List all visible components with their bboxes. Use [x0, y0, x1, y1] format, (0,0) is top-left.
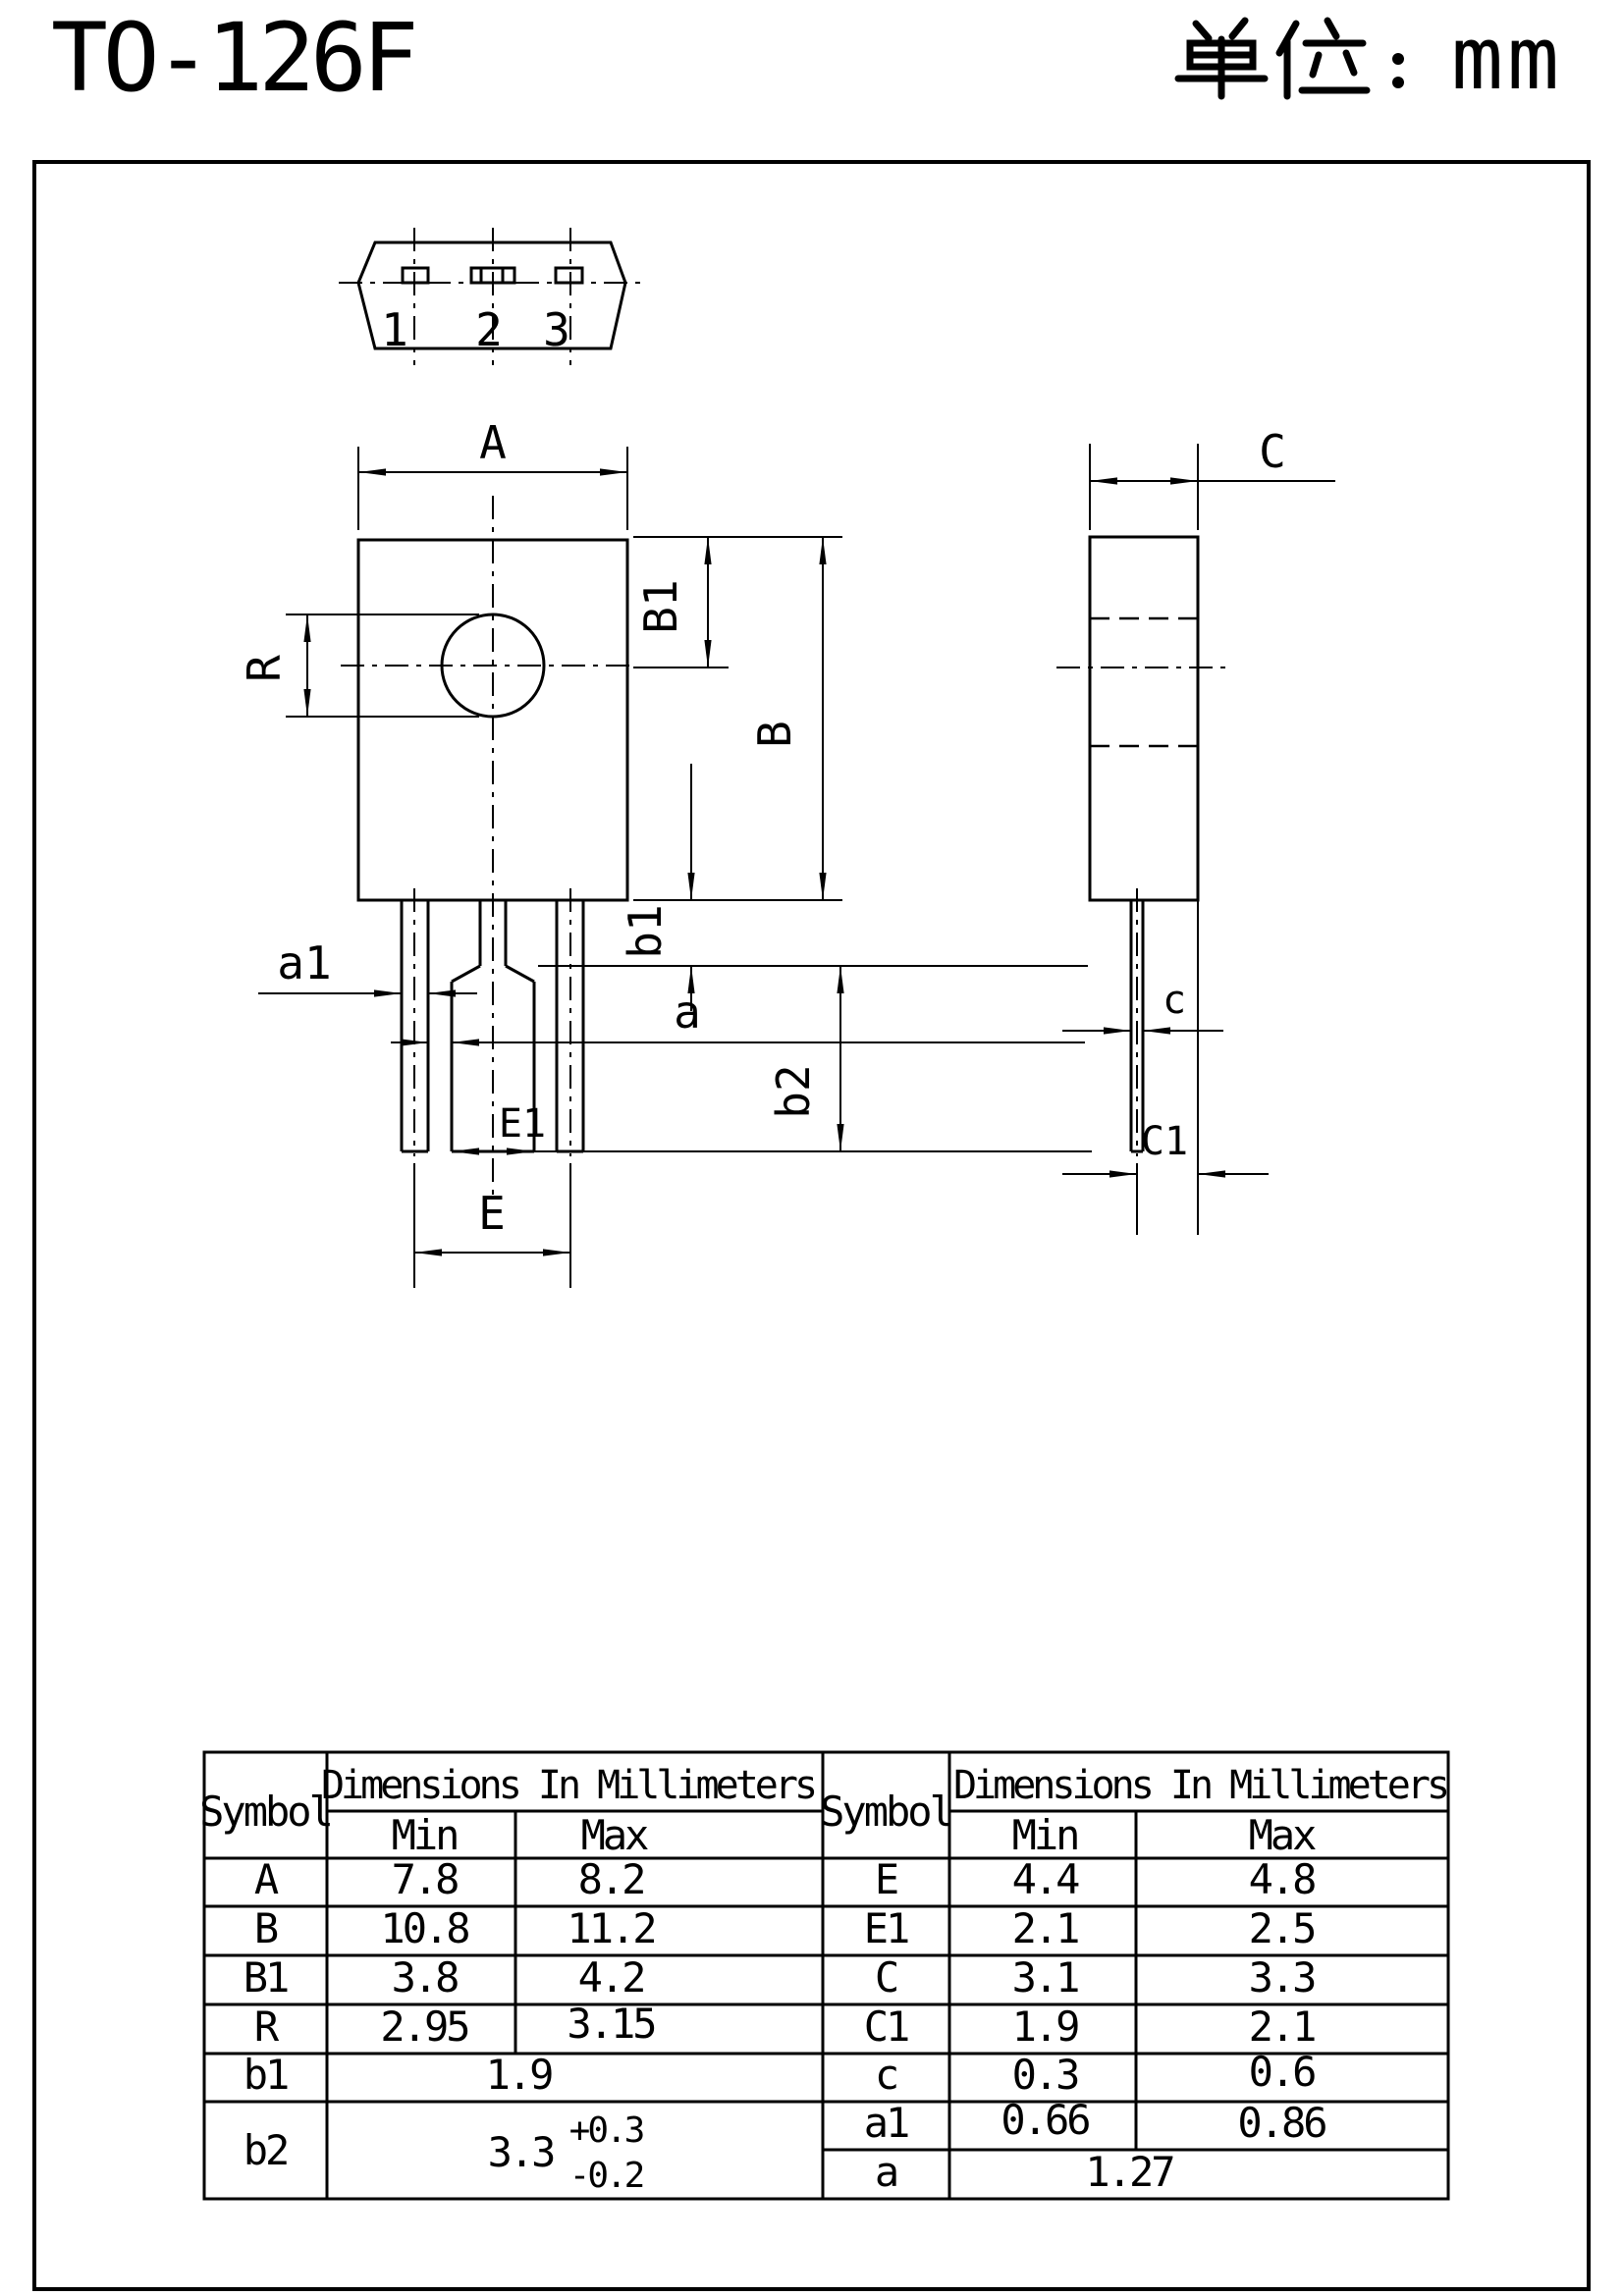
sym-C: C: [874, 1953, 897, 2002]
table-header-dims-right: Dimensions In Millimeters: [952, 1763, 1447, 1808]
sym-a: a: [874, 2148, 897, 2196]
min-C1: 1.9: [1011, 2002, 1078, 2051]
sym-C1: C1: [863, 2002, 908, 2051]
sym-B: B: [253, 1904, 277, 1952]
sym-B1: B1: [243, 1953, 288, 2002]
table-header-dims-left: Dimensions In Millimeters: [320, 1763, 815, 1808]
max-A: 8.2: [577, 1855, 644, 1903]
dim-label-a1: a1: [277, 936, 332, 989]
dim-label-B1: B1: [634, 579, 687, 634]
dim-label-a: a: [674, 986, 701, 1039]
page-title: TO-126F: [51, 3, 414, 113]
dim-label-b2: b2: [767, 1064, 820, 1119]
max-E: 4.8: [1248, 1855, 1315, 1903]
max-a1: 0.86: [1237, 2099, 1325, 2147]
min-B: 10.8: [380, 1904, 468, 1952]
min-A: 7.8: [391, 1855, 458, 1903]
table-header-max-right: Max: [1248, 1811, 1315, 1859]
table-header-max-left: Max: [580, 1811, 647, 1859]
dim-label-C: C: [1259, 425, 1286, 478]
sym-c: c: [874, 2051, 897, 2099]
dim-label-C1: C1: [1140, 1119, 1189, 1164]
val-b2-tol-minus: -0.2: [568, 2156, 643, 2196]
side-body: [1090, 537, 1198, 900]
pin3-pad: [556, 268, 582, 283]
dim-label-R: R: [238, 655, 291, 682]
sym-E: E: [874, 1855, 897, 1903]
dim-label-A: A: [479, 416, 507, 469]
table-header-min-left: Min: [391, 1811, 458, 1859]
sym-b2: b2: [243, 2126, 288, 2174]
table-header-symbol-left: Symbol: [199, 1788, 331, 1836]
dim-label-E: E: [478, 1187, 506, 1240]
min-a1: 0.66: [1001, 2096, 1089, 2144]
table-header-symbol-right: Symbol: [820, 1788, 951, 1836]
pin1-number: 1: [381, 303, 408, 356]
val-b2: 3.3: [487, 2128, 554, 2176]
sym-E1: E1: [863, 1904, 908, 1952]
unit-mm-label: mm: [1451, 8, 1563, 109]
table-header-min-right: Min: [1011, 1811, 1078, 1859]
sym-a1: a1: [863, 2099, 908, 2147]
unit-colon-dot-top: [1392, 53, 1404, 65]
min-E: 4.4: [1011, 1855, 1078, 1903]
side-view: [1056, 425, 1335, 1235]
dim-label-c: c: [1162, 978, 1187, 1023]
dimensions-table: [199, 1752, 1448, 2199]
val-a: 1.27: [1085, 2148, 1173, 2196]
max-R: 3.15: [567, 2000, 655, 2048]
min-C: 3.1: [1011, 1953, 1078, 2002]
pin2-number: 2: [475, 303, 503, 356]
dim-label-B: B: [748, 721, 801, 748]
side-lead: [1131, 888, 1198, 1235]
min-E1: 2.1: [1011, 1904, 1078, 1952]
top-view: [339, 228, 646, 365]
min-c: 0.3: [1011, 2051, 1078, 2099]
max-E1: 2.5: [1248, 1904, 1315, 1952]
val-b2-tol-plus: +0.3: [568, 2110, 643, 2151]
sym-b1: b1: [243, 2051, 288, 2099]
pin3-number: 3: [543, 303, 570, 356]
dim-label-b1: b1: [619, 904, 672, 959]
min-R: 2.95: [380, 2002, 468, 2051]
max-B1: 4.2: [577, 1953, 644, 2002]
min-B1: 3.8: [391, 1953, 458, 2002]
max-B: 11.2: [567, 1904, 655, 1952]
sym-R: R: [253, 2002, 277, 2051]
sym-A: A: [253, 1855, 277, 1903]
front-view: [238, 416, 1092, 1288]
max-C: 3.3: [1248, 1953, 1315, 2002]
val-b1: 1.9: [485, 2051, 552, 2099]
dim-label-E1: E1: [498, 1101, 547, 1147]
unit-colon-dot-bottom: [1392, 77, 1404, 88]
max-C1: 2.1: [1248, 2002, 1315, 2051]
max-c: 0.6: [1248, 2048, 1315, 2096]
